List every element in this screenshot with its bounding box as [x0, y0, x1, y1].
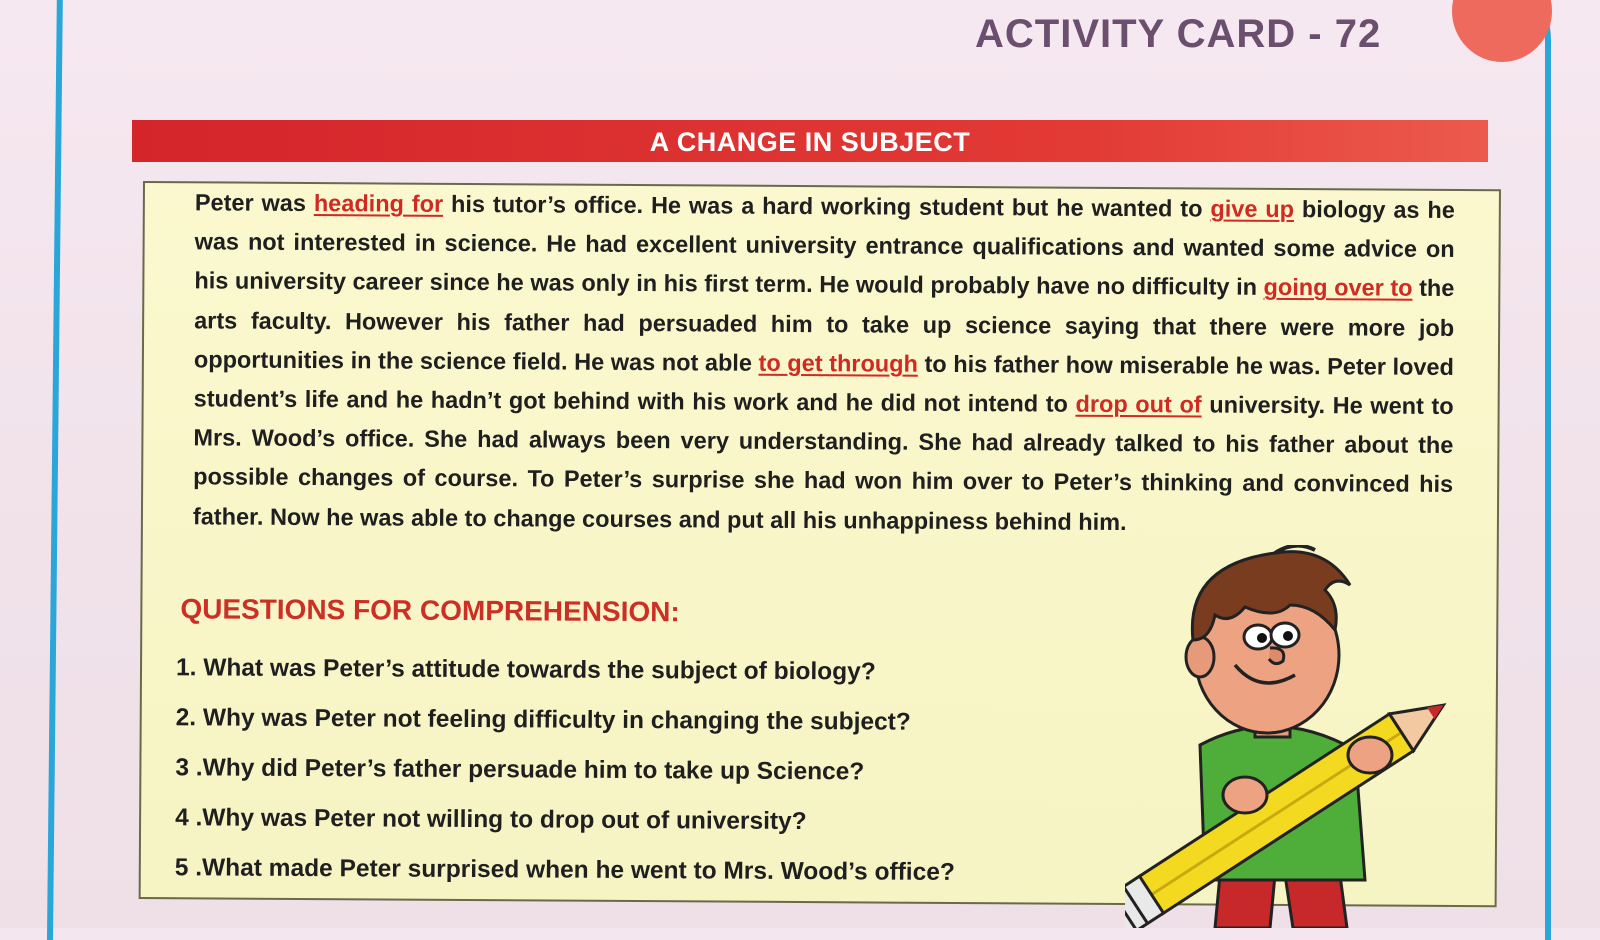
question-item: 1. What was Peter’s attitude towards the subject of biology?: [175, 654, 876, 686]
frame-border-right: [1545, 60, 1551, 940]
story-text: to his father how miserable he was. Peter loved student’s life and he hadn’t got behind with his work and he did not intend to: [193, 350, 1454, 417]
boy-with-pencil-illustration: [1125, 545, 1490, 928]
highlight-phrase: to get through: [758, 349, 918, 377]
story-text: biology as he was not interested in science. He had excellent university entrance qualifications and wanted some advice on his university career since he was only in his first term. He would probably have no difficulty in: [194, 196, 1455, 301]
story-text: the arts faculty. However his father had persuaded him to take up science saying that there were more job opportunities in the science field. He was not able: [193, 275, 1455, 376]
question-item: 4 .Why was Peter not willing to drop out of university?: [175, 804, 807, 836]
question-item: 3 .Why did Peter’s father persuade him to take up Science?: [175, 754, 865, 786]
story-title-bar: A CHANGE IN SUBJECT: [132, 120, 1488, 162]
question-item: 2. Why was Peter not feeling difficulty in changing the subject?: [175, 704, 911, 736]
story-text: Peter was: [194, 189, 314, 217]
question-item: 5 .What made Peter surprised when he went to Mrs. Wood’s office?: [174, 854, 955, 886]
highlight-phrase: give up: [1210, 195, 1295, 223]
highlight-phrase: heading for: [313, 190, 444, 217]
story-paragraph: [193, 183, 1455, 544]
highlight-phrase: going over to: [1263, 274, 1413, 302]
story-text: his tutor’s office. He was a hard working student but he wanted to: [443, 190, 1211, 222]
activity-card-title: ACTIVITY CARD - 72: [975, 12, 1382, 56]
questions-heading: QUESTIONS FOR COMPREHENSION:: [180, 593, 680, 628]
highlight-phrase: drop out of: [1075, 390, 1202, 418]
story-text: university. He went to Mrs. Wood’s office. She had always been very understanding. She had already talked to his father about the possible changes of course. To Peter’s surprise she had won him over to Peter’s thinking and convinced his father. Now he was able to change courses and put all his unhappiness behind him.: [192, 391, 1454, 535]
questions-list: [175, 643, 957, 898]
